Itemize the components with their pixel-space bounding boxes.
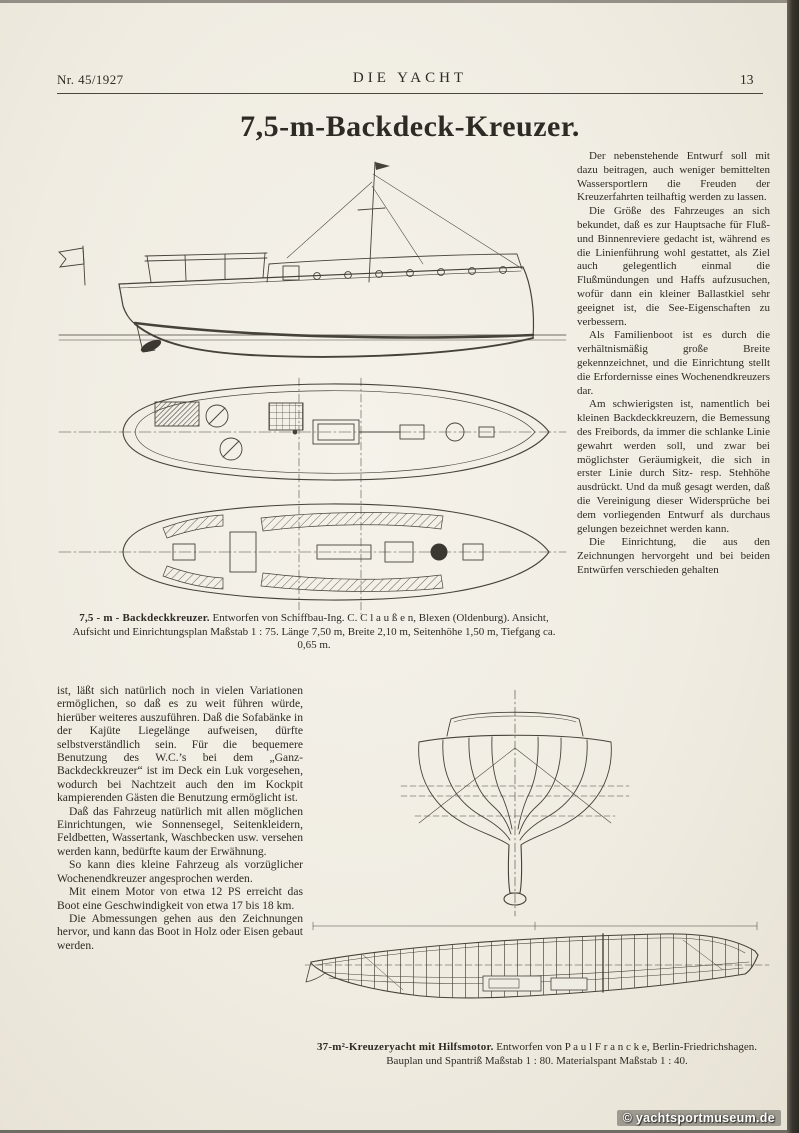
right-text-column (577, 150, 770, 578)
cabin-trunk (269, 254, 522, 269)
caption-text: Entworfen von Schiffbau-Ing. C. C l a u ß e n, Blexen (Oldenburg). Ansicht, Aufsicht und Einrichtungsplan Maßstab 1 : 75. Länge 7,50 m, Breite 2,10 m, Seitenhöhe 1,50 m, Tiefgang ca. 0,65 m. (72, 612, 556, 651)
porthole (345, 272, 352, 279)
paragraph: So kann dies kleine Fahrzeug als vorzüglicher Wochenendkreuzer angesprochen werden. (57, 858, 303, 885)
article-title: 7,5-m-Backdeck-Kreuzer. (240, 110, 580, 143)
cabin-sole (483, 976, 541, 991)
interior-plan-view (59, 504, 566, 600)
caption-lead: 37-m²-Kreuzeryacht mit Hilfsmotor. (316, 1041, 494, 1053)
skylight-grating (269, 403, 303, 430)
mast (369, 162, 375, 282)
porthole (376, 271, 383, 278)
paragraph: Die Einrichtung, die aus den Zeichnungen hervorgeht und bei beiden Entwürfen verschieden gehalten (577, 536, 770, 576)
paragraph: Die Größe des Fahrzeuges an sich bekundet, daß es zur Hauptsache für Fluß- und Binnenreviere gedacht ist, während es die Linienführung wohl gestattet, als Ziel auch gelegentlich einmal die Flußmündungen und Haffs aufzusuchen, wofür dann ein kleiner Ballastkiel sehr geeignet ist, die See-Eigenschaften zu verbessern. (577, 205, 770, 328)
sofa-bench (261, 512, 443, 531)
cross-section-drawing (385, 688, 645, 918)
sheer-line (119, 267, 523, 284)
scan-edge-right (787, 0, 799, 1133)
paragraph: Am schwierigsten ist, namentlich bei kleinen Backdeckkreuzern, die Bemessung des Freibords, da immer die schlanke Linie gewahrt werden soll, und zwar bei möglichster Geräumigkeit, die sich in erster Linie durch Sitz- resp. Stehhöhe ausdrückt. Und da muß gesagt werden, daß die Vereinigung dieser Widersprüche bei dem vorliegenden Entwurf als durchaus gelungen bezeichnet werden kann. (577, 398, 770, 535)
issue-number: Nr. 45/1927 (57, 72, 124, 87)
scan-edge-top (0, 0, 799, 3)
header-rule (57, 93, 763, 94)
construction-plan-drawing (303, 920, 771, 1032)
paragraph: Der nebenstehende Entwurf soll mit dazu beitragen, auch weniger bemittelten Wassersportlern die Freuden der Kreuzerfahrten teilhaftig werden zu lassen. (577, 150, 770, 204)
boat-drawings-7-5m (55, 152, 570, 617)
masthead-pennant (375, 162, 390, 170)
paragraph: ist, läßt sich natürlich noch in vielen Variationen ermöglichen, so daß es zu weit führen würde, hierüber weiteres auszuführen. Daß die Sofabänke in der Kajüte Liegelänge aufweisen, dürfte selbstverständlich sein. Für die bequemere Benutzung des W.C.’s bei dem „Ganz-Backdeckkreuzer“ ist im Deck ein Luk vorgesehen, wodurch bei Nachtzeit auch den im Kockpit kampierenden Gästen die Benutzung ermöglicht ist. (57, 684, 303, 805)
diagonal (419, 748, 515, 823)
left-text-column (57, 684, 303, 952)
side-elevation-view (59, 162, 566, 357)
paragraph: Als Familienboot ist es durch die verhältnismäßig große Breite gekennzeichnet, und die Einrichtung stellt die Erfordernisse eines Wochenendkreuzers dar. (577, 329, 770, 397)
hull-frame (520, 740, 587, 840)
hull-frame (443, 740, 510, 840)
caption-lead: 7,5 - m - Backdeckkreuzer. (79, 612, 210, 624)
paragraph: Daß das Fahrzeug natürlich mit allen möglichen Einrichtungen, wie Sonnensegel, Seitenkleidern, Feldbetten, Wassertank, Waschbecken usw. versehen werden kann, bedürfte kaum der Erwähnung. (57, 804, 303, 858)
caption-boat1 (63, 612, 565, 653)
hull-frame (521, 742, 611, 845)
stern-profile (119, 284, 135, 324)
caption-text: Entworfen von P a u l F r a n c k e, Berlin-Friedrichshagen. Bauplan und Spantriß Maßstab 1 : 80. Materialspant Maßstab 1 : 40. (386, 1041, 758, 1067)
stern-flag (59, 248, 84, 267)
diagonal (515, 748, 611, 823)
engine-bed (551, 978, 587, 990)
journal-title: DIE YACHT (352, 70, 468, 86)
fore-hatch (155, 402, 199, 426)
deck-plan-view (59, 384, 566, 480)
stem (523, 267, 534, 338)
sofa-bench (261, 573, 443, 592)
hull-frame (419, 742, 509, 845)
paragraph: Mit einem Motor von etwa 12 PS erreicht das Boot eine Geschwindigkeit von etwa 17 bis 18 km. (57, 885, 303, 912)
paragraph: Die Abmessungen gehen aus den Zeichnungen hervor, und kann das Boot in Holz oder Eisen gebaut werden. (57, 911, 303, 952)
watermark: © yachtsportmuseum.de (617, 1110, 781, 1126)
page-number: 13 (740, 72, 754, 87)
caption-boat2 (305, 1041, 769, 1068)
